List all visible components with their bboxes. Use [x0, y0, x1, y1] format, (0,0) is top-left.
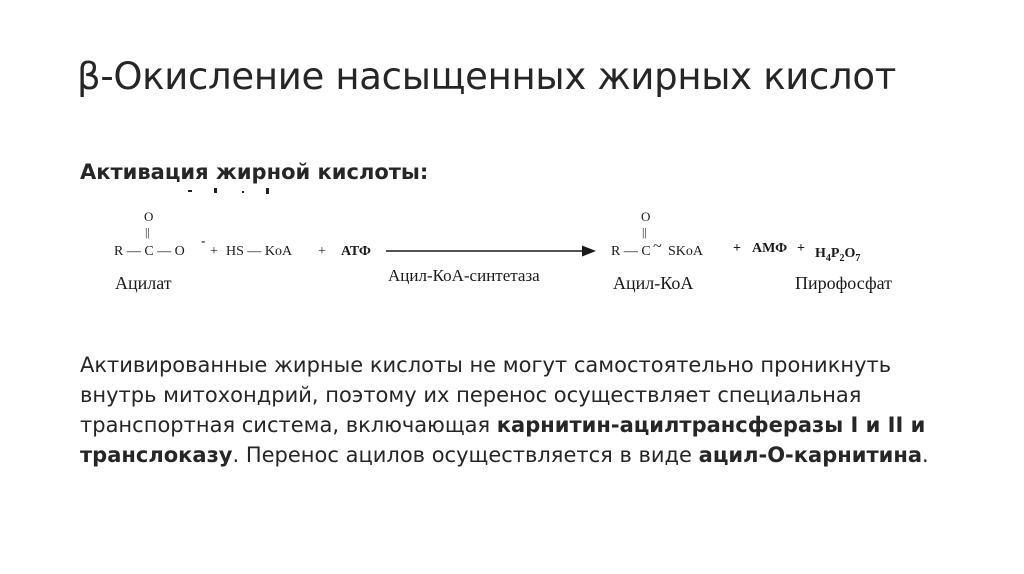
body-text-part-1: Активированные жирные кислоты не могут самостоятельно проникнуть внутрь митохондрий, поэтому их перенос осуществляет специальная транспортная система, включающая: [80, 353, 892, 437]
pyrophosphate-formula: [815, 246, 860, 264]
acylate-oxygen: O: [144, 209, 154, 224]
plus-sign-4: +: [797, 241, 805, 256]
atf-label: АТФ: [341, 244, 371, 259]
reaction-arrow-head: [582, 246, 596, 257]
amf-label: АМФ: [752, 241, 788, 256]
hs-koa-formula: HS — KoA: [226, 244, 293, 259]
acylcoa-tilde: ~: [653, 238, 662, 255]
plus-sign-3: +: [733, 241, 741, 256]
pyro-p-sub: 2: [839, 253, 845, 264]
slide-title: β-Окисление насыщенных жирных кислот: [77, 55, 896, 98]
acylcoa-skoa: SKoA: [668, 244, 704, 259]
acylate-charge: -: [201, 233, 206, 248]
pyro-p: P: [830, 246, 840, 261]
label-pyrophosphate: Пирофосфат: [795, 273, 893, 293]
pyro-o-sub: 7: [855, 253, 861, 264]
label-acylate: Ацилат: [115, 273, 172, 293]
plus-sign-1: +: [210, 244, 218, 259]
slide-subtitle: Активация жирной кислоты:: [80, 160, 429, 184]
label-acylcoa: Ацил-КоА: [613, 273, 694, 293]
acylcoa-oxygen: O: [641, 209, 651, 224]
pyro-h-sub: 4: [825, 253, 831, 264]
acylate-formula: R — C — O: [114, 244, 185, 259]
pyro-h: H: [815, 246, 826, 261]
plus-sign-2: +: [318, 244, 326, 259]
acylate-double-bond: ||: [145, 225, 150, 239]
body-text-part-3: .: [922, 443, 929, 467]
body-paragraph: [80, 350, 960, 470]
body-bold-enzymes: карнитин-ацилтрансферазы I и II и транслоказу: [80, 413, 926, 467]
enzyme-label: Ацил-КоА-синтетаза: [388, 266, 540, 285]
body-text-part-2: . Перенос ацилов осуществляется в виде: [232, 443, 699, 467]
acylcoa-double-bond: ||: [642, 225, 647, 239]
pyro-o: O: [844, 246, 856, 261]
body-bold-acyl-carnitine: ацил-О-карнитина: [698, 443, 923, 467]
acylcoa-formula: R — C: [611, 244, 651, 259]
